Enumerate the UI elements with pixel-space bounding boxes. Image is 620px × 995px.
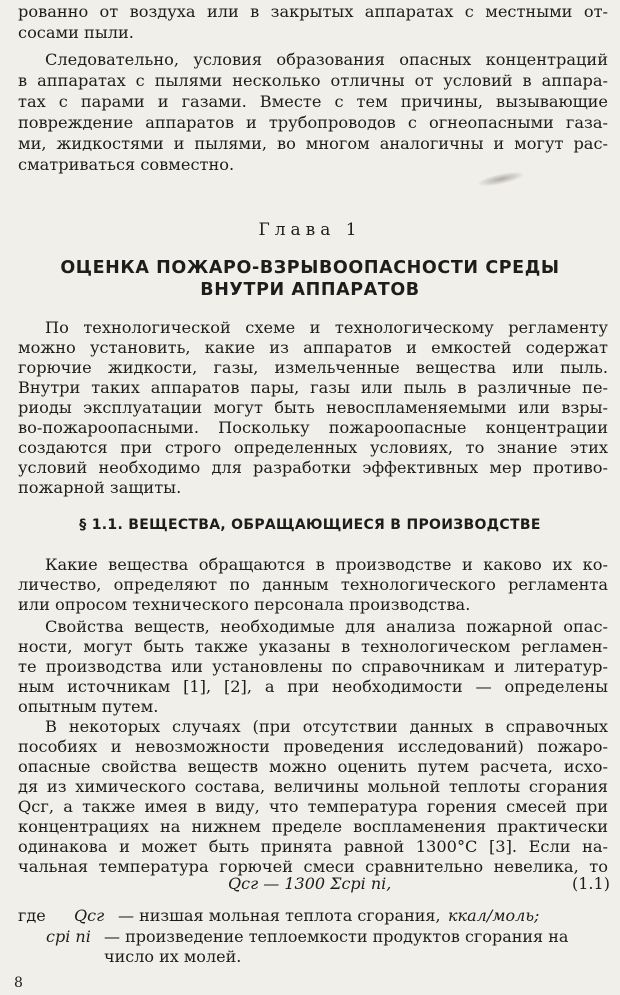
text-line: чальная температура горючей смеси сравнительно невелика, то [18,857,608,876]
text-line: пожарной защиты. [18,478,182,497]
text-line: личество, определяют по данным технологического регламента [18,575,608,594]
text-line: ми, жидкостями и пылями, во многом аналогичны и могут рас- [18,134,608,153]
text-line: В некоторых случаях (при отсутствии данных в справочных [45,717,608,736]
text-line: Qсг, а также имея в виду, что температура горения смесей при [18,797,608,816]
definition-text: — низшая мольная теплота сгорания, [118,906,441,925]
text-line: рованно от воздуха или в закрытых аппаратах с местными от- [18,2,608,21]
definition-symbol: Qсг [74,906,105,925]
text-line: риоды эксплуатации могут быть невоспламеняемыми или взры- [18,398,608,417]
formula-number: (1.1) [572,874,610,893]
page-number: 8 [14,975,23,991]
text-line: пособиях и невозможности проведения исследований) пожаро- [18,737,608,756]
section-heading: § 1.1. ВЕЩЕСТВА, ОБРАЩАЮЩИЕСЯ В ПРОИЗВОДСТВЕ [79,517,541,533]
definition-unit: ккал/моль; [448,906,540,925]
text-line: горючие жидкости, газы, измельченные вещества или пыль. [18,358,608,377]
text-line: одинакова и может быть принята равной 1300°С [3]. Если на- [18,837,608,856]
text-line: условий необходимо для разработки эффективных мер противо- [18,458,608,477]
definition-text: число их молей. [104,947,242,966]
chapter-label: Глава 1 [258,220,362,240]
text-line: во-пожароопасными. Поскольку пожароопасные концентрации [18,418,608,437]
text-line: сматриваться совместно. [18,155,235,174]
text-line: повреждение аппаратов и трубопроводов с огнеопасными газа- [18,113,608,132]
text-line: Внутри таких аппаратов пары, газы или пыль в различные пе- [18,378,608,397]
text-line: Следовательно, условия образования опасных концентраций [45,50,608,69]
text-line: По технологической схеме и технологическому регламенту [45,318,608,337]
where-label: где [18,906,46,925]
text-line: те производства или установлены по справочникам и литератур- [18,657,608,676]
text-line: дя из химического состава, величины мольной теплоты сгорания [18,777,608,796]
text-line: концентрациях на нижнем пределе воспламенения практически [18,817,608,836]
text-line: тах с парами и газами. Вместе с тем причины, вызывающие [18,92,608,111]
text-line: ным источникам [1], [2], а при необходимости — определены [18,677,608,696]
text-line: опытным путем. [18,697,159,716]
text-line: можно установить, какие из аппаратов и емкостей содержат [18,338,608,357]
definition-text: — произведение теплоемкости продуктов сгорания на [104,927,569,946]
chapter-title: ВНУТРИ АППАРАТОВ [200,280,420,300]
text-line: или опросом технического персонала производства. [18,595,471,614]
text-line: сосами пыли. [18,23,134,42]
text-line: создаются при строго определенных условиях, то знание этих [18,438,608,457]
chapter-title: ОЦЕНКА ПОЖАРО-ВЗРЫВООПАСНОСТИ СРЕДЫ [60,258,560,278]
text-line: опасные свойства веществ можно оценить путем расчета, исхо- [18,757,608,776]
formula: Qсг — 1300 Σcpi ni, [228,874,392,893]
text-line: ности, могут быть также указаны в технологическом регламен- [18,637,608,656]
text-line: в аппаратах с пылями несколько отличны от условий в аппара- [18,71,608,90]
text-line: Какие вещества обращаются в производстве и каково их ко- [45,555,608,574]
text-line: Свойства веществ, необходимые для анализа пожарной опас- [45,617,608,636]
definition-symbol: cpi ni [46,927,91,946]
